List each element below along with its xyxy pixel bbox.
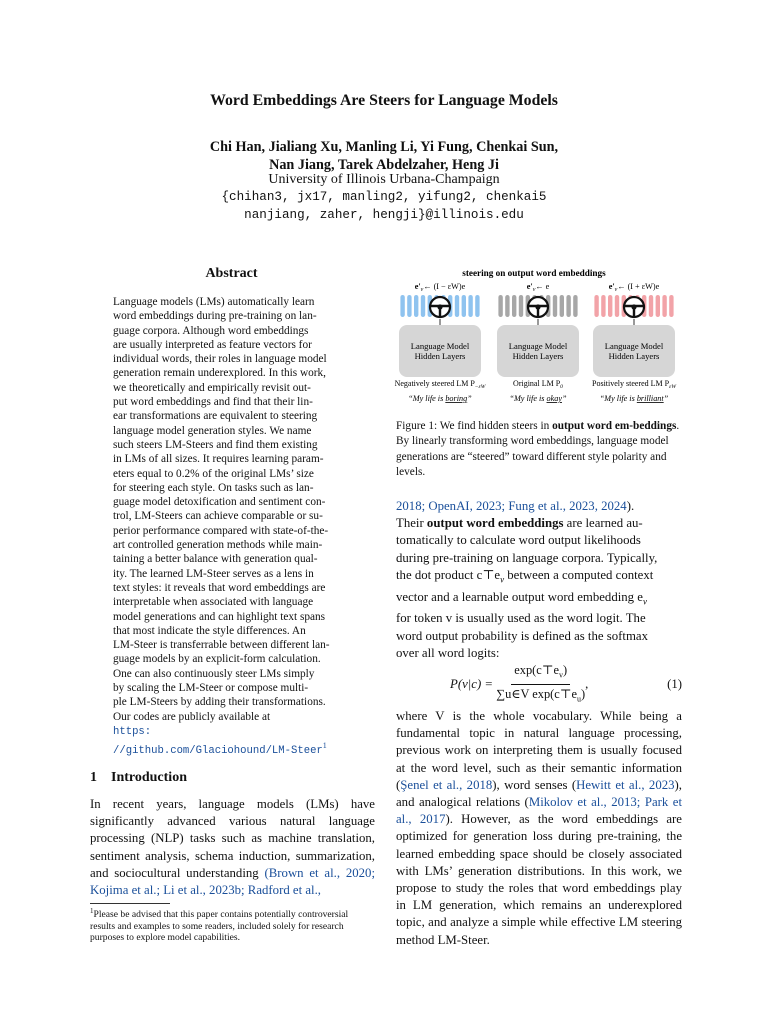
p2-d: ). However, as the word embeddings are optimized for generation loss during pre-training, the learned embedding space should be closely associated with LMs’ generation distributions. In this work, we propose to study the roles that word embeddings play in LM generation, which remains an underexplored topic, and analyze a simple while effective LM steering method LM-Steer. (396, 812, 682, 947)
caption-bold: output word em-beddings (552, 420, 677, 432)
panel-label (395, 379, 487, 390)
panel-equation (527, 282, 550, 293)
abstract-line: guage models by an explicit-form calculation. (113, 653, 321, 666)
embedding-bar (475, 295, 479, 317)
dot-product-line: the dot product c⊤e (396, 567, 501, 582)
introduction-paragraph (90, 796, 375, 899)
quote-suffix: ” (663, 394, 669, 403)
quote-word: boring (445, 394, 468, 403)
panel-label-text: Original LM P (513, 379, 561, 388)
panel-label-subscript: εW (669, 384, 676, 390)
embedding-bar (594, 295, 598, 317)
equation-subscript: v (420, 287, 424, 293)
abstract-line: ity. The learned LM-Steer serves as a lens in (113, 567, 314, 580)
abstract-line: ple LM-Steers by adding their transformations. (113, 696, 326, 709)
email-line-2: nanjiang, zaher, hengji}@illinois.edu (244, 207, 524, 222)
abstract-line: art controlled generation methods while main- (113, 539, 323, 552)
embedding-bar (512, 295, 516, 317)
author-list (0, 138, 768, 174)
body-line: over all word logits: (396, 645, 500, 660)
abstract-line: for steering each style. On tasks such as lan- (113, 481, 314, 494)
panel-equation (609, 282, 660, 293)
box-label-line-2: Hidden Layers (512, 351, 564, 361)
equation-subscript: v (614, 287, 618, 293)
caption-rest: . By linearly transforming word embeddings, language model generations are “steered” toward different style polarity and levels. (396, 420, 680, 479)
caption-prefix: Figure 1: We find hidden steers in (396, 420, 553, 432)
authors-line-2: Nan Jiang, Tarek Abdelzaher, Heng Ji (269, 157, 499, 173)
equation-denominator: ∑u∈V exp(c⊤e (496, 687, 577, 702)
email-list (0, 189, 768, 224)
equation-subscript: v (532, 287, 536, 293)
panel-label-text: Negatively steered LM P (394, 379, 475, 388)
code-link-continued[interactable]: //github.com/Glaciohound/LM-Steer (113, 744, 323, 757)
abstract-line: guage corpora. Although word embeddings (113, 324, 309, 337)
abstract-line: in LMs of all sizes. It requires learning param- (113, 453, 324, 466)
p2-b: ), word senses ( (492, 777, 577, 792)
abstract-line: eters equal to 0.2% of the original LMs’ size (113, 467, 314, 480)
abstract-line: trol, LM-Steers can achieve comparable or su- (113, 510, 323, 523)
panel-quote (408, 394, 472, 403)
abstract-line: taining a better balance with generation qual- (113, 553, 318, 566)
p2-c: ), and analogical relations ( (396, 777, 682, 809)
section-heading-introduction (90, 770, 187, 786)
abstract-line: guage model detoxification and sentiment con- (113, 496, 326, 509)
equation-lhs: e′ (608, 282, 615, 291)
panel-quote (600, 394, 669, 403)
abstract-line: interpretable when associated with language (113, 596, 314, 609)
abstract-line: individual words, their roles in language model (113, 353, 327, 366)
equation-1: P(v|c) = $\frac{\exp(c⊤e_v)}{\sum u\in V \exp(c⊤e_u)}$ , (1) (396, 662, 682, 708)
equation-lhs: e′ (526, 282, 533, 291)
section-number: 1 (90, 770, 97, 785)
panel-label (513, 379, 563, 390)
embedding-bar (505, 295, 509, 317)
box-label-line-2: Hidden Layers (414, 351, 466, 361)
body-line: word output probability is defined as the softmax (396, 628, 648, 643)
abstract-line: ear transformations are equivalent to steering (113, 410, 318, 423)
p1-bold: output word embeddings (426, 516, 564, 531)
equation-numerator: exp(c⊤e (514, 662, 559, 677)
embedding-bar (498, 295, 502, 317)
equation-rhs: ← (I − εW)e (423, 282, 466, 291)
embedding-bar (601, 295, 605, 317)
p1-b: are learned au- (563, 516, 643, 531)
abstract-line: LM-Steer is transferrable between different lan- (113, 639, 330, 652)
panel-label-subscript: −εW (474, 384, 486, 390)
abstract-line: text styles: it reveals that word embeddings are (113, 581, 326, 594)
abstract-line: that most indicate the style differences. An (113, 624, 306, 637)
equation-lhs: e′ (414, 282, 421, 291)
figure-caption (396, 419, 682, 481)
embedding-bar (462, 295, 466, 317)
equation-rhs: ← e (535, 282, 550, 291)
quote-prefix: “My life is (509, 394, 547, 403)
citation-senel[interactable]: Şenel et al., 2018 (400, 777, 493, 792)
abstract-heading: Abstract (205, 266, 258, 281)
footnote-rule (90, 903, 170, 904)
embedding-bar (519, 295, 523, 317)
dot-product-line-b: between a computed context (504, 567, 654, 582)
abstract-line: are usually interpreted as feature vectors for (113, 338, 312, 351)
embedding-bar (649, 295, 653, 317)
equation-rhs: ← (I + εW)e (617, 282, 660, 291)
embedding-bar (656, 295, 660, 317)
embedding-bar (468, 295, 472, 317)
paper-title: Word Embeddings Are Steers for Language Models (210, 92, 558, 109)
embedding-bar (662, 295, 666, 317)
quote-word: brilliant (636, 394, 664, 403)
embedding-bar (407, 295, 411, 317)
panel-equation (415, 282, 466, 293)
figure-1 (393, 267, 683, 415)
embedding-bar (400, 295, 404, 317)
quote-suffix: ” (561, 394, 567, 403)
box-label-line-1: Language Model (604, 341, 664, 351)
footnote-marker[interactable]: 1 (322, 741, 327, 751)
equation-fraction: $\frac{\exp(c⊤e_v)}{\sum u\in V \exp(c⊤e_u)}$ (496, 662, 586, 704)
abstract-line: Language models (LMs) automatically learn (113, 296, 315, 308)
embedding-bar (573, 295, 577, 317)
email-line-1: {chihan3, jx17, manling2, yifung2, chenkai5 (221, 190, 547, 204)
citation-top[interactable]: 2018; OpenAI, 2023; Fung et al., 2023, 2024 (396, 499, 627, 513)
abstract-line: model generations and can highlight text spans (113, 610, 326, 623)
section-title: Introduction (111, 770, 187, 785)
abstract-line: such steers LM-Steers and find them existing (113, 438, 318, 451)
code-link[interactable]: https: (113, 725, 152, 738)
box-label-line-2: Hidden Layers (608, 351, 660, 361)
introduction-text: In recent years, language models (LMs) have significantly advanced various natural language processing (NLP) tasks such as machine translation, sentiment analysis, schema induction, summarization, and sociocultural understanding (90, 797, 375, 880)
equation-lhs: P(v|c) = (450, 676, 494, 691)
abstract-line: perior performance compared with state-of-the- (113, 524, 329, 537)
embedding-bar (421, 295, 425, 317)
right-column-body: 2018; OpenAI, 2023; Fung et al., 2023, 2024). Their output word embeddings are learned au- tomatically to calculate word output likelihoods during pre-training on language corpora. Typically, the dot product $c⊤e_v$ between a computed context vector and a learnable output word embedding $e_v$ for token v is usually used as the word logit. The word output probability is defined as the softmax over all word logits: P(v|c) = $\frac{\exp(c⊤e_v)}{\sum u\in V \exp(c⊤e_u)}$ , (1) where V is the whole vocabulary. While being a fundamental topic in natural language processing, previous work on interpreting them is usually focused at the word level, such as their semantic information (Şenel et al., 2018), word senses (Hewitt et al., 2023), and analogical relations (Mikolov et al., 2013; Park et al., 2017). However, as the word embeddings are optimized for generation loss during pre-training, the learned embedding space should be closely associated with LMs’ generation distributions. In this work, we propose to study the roles that word embeddings play in LM generation, which remains an underexplored topic, and analyze a simple while effective LM steering method LM-Steer. (396, 498, 682, 949)
token-line: for token v is usually used as the word logit. The (396, 611, 646, 626)
affiliation: University of Illinois Urbana-Champaign (268, 172, 500, 187)
abstract-line: Our codes are publicly available at (113, 710, 271, 723)
abstract-line: put word embeddings and find that their lin- (113, 396, 313, 409)
figure-title: steering on output word embeddings (462, 268, 606, 278)
abstract-line: language model generation styles. We name (113, 424, 312, 437)
abstract-line: One can also continuously steer LMs simply (113, 667, 315, 680)
panel-quote (509, 394, 567, 403)
quote-suffix: ” (467, 394, 472, 403)
panel-label-subscript: 0 (560, 384, 563, 390)
authors-line-1: Chi Han, Jialiang Xu, Manling Li, Yi Fung, Chenkai Sun, (209, 139, 559, 155)
right-paragraph-2 (396, 708, 682, 949)
embedding-bar (566, 295, 570, 317)
abstract-body (113, 295, 353, 758)
abstract-line: we theoretically and empirically revisit out- (113, 381, 311, 394)
embedding-bar (455, 295, 459, 317)
panel-label (592, 379, 677, 390)
embedding-bar (608, 295, 612, 317)
embedding-bar (414, 295, 418, 317)
footnote (90, 906, 375, 944)
figure-diagram (393, 267, 683, 415)
abstract-line: word embeddings during pre-training on lan- (113, 310, 317, 323)
body-line: tomatically to calculate word output likelihoods (396, 533, 641, 548)
quote-prefix: “My life is (599, 394, 637, 403)
panel-label-text: Positively steered LM P (592, 379, 670, 388)
citation-hewitt[interactable]: Hewitt et al., 2023 (576, 777, 675, 792)
introduction-citations[interactable]: (Brown et al., 2020; Kojima et al.; Li et al., 2023b; Radford et al., (90, 865, 375, 898)
embedding-bar (560, 295, 564, 317)
quote-word: okay (546, 394, 562, 403)
box-label-line-1: Language Model (508, 341, 568, 351)
p2-text: where V is the whole vocabulary. While being a fundamental topic in natural language processing, previous work on interpreting them is usually focused at the word level, such as their semantic information ( (396, 708, 682, 792)
footnote-text: Please be advised that this paper contains potentially controversial results and examples to some readers, included solely for research purposes to explore model capabilities. (90, 909, 349, 944)
abstract-line: generation remain underexplored. In this work, (113, 367, 327, 380)
vector-line: vector and a learnable output word embedding e (396, 589, 643, 604)
embedding-bar (553, 295, 557, 317)
citation-mikolov[interactable]: Mikolov et al., 2013; Park et al., 2017 (396, 794, 683, 827)
embedding-bar (615, 295, 619, 317)
embedding-bar (669, 295, 673, 317)
body-line: during pre-training on language corpora. Typically, (396, 550, 658, 565)
abstract-line: by scaling the LM-Steer or compose multi- (113, 682, 309, 695)
box-label-line-1: Language Model (410, 341, 470, 351)
equation-number: (1) (667, 677, 682, 692)
footnote-number: 1 (90, 907, 94, 915)
quote-prefix: “My life is (408, 394, 446, 403)
p1-a: Their (396, 516, 427, 531)
